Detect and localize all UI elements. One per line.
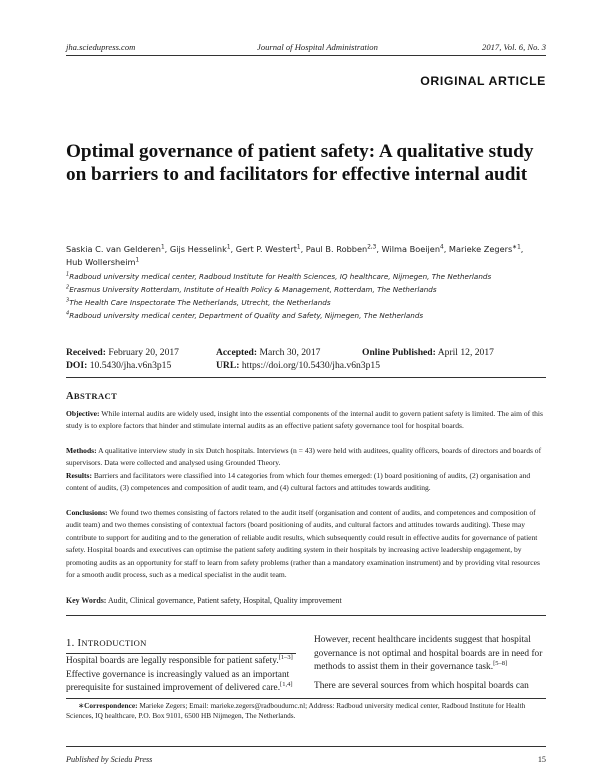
meta-rule	[66, 377, 546, 378]
abstract-heading: ABSTRACT	[66, 391, 118, 402]
section-rule	[66, 653, 296, 654]
publisher: Published by Sciedu Press	[66, 755, 153, 764]
affiliation: $^2$Erasmus University Rotterdam, Institute of Health Policy & Management, Rotterdam, The Netherlands	[66, 284, 437, 294]
abstract-methods: Methods: A qualitative interview study in six Dutch hospitals. Interviews (n = 43) were held with auditees, quality officers, boards of directors and boards of supervisors. Data were collected and analysed using Grounded Theory.	[66, 446, 542, 468]
section-heading-introduction: 1. INTRODUCTION	[66, 638, 147, 649]
abstract-objective: Objective: While internal audits are widely used, insight into the essential components of the internal audit to govern patient safety is limited. The aim of this study is to explore factors that hinder and stimulate internal audits as an effective patient safety governance tool for hospital boards.	[66, 409, 543, 431]
doi: DOI: 10.5430/jha.v6n3p15	[66, 360, 172, 371]
journal-website: jha.sciedupress.com	[66, 42, 136, 52]
volume-info: 2017, Vol. 6, No. 3	[482, 42, 546, 52]
received-date: Received: February 20, 2017	[66, 347, 179, 358]
journal-name: Journal of Hospital Administration	[257, 42, 378, 52]
footer-rule	[66, 746, 546, 747]
affiliation: $^3$The Health Care Inspectorate The Netherlands, Utrecht, the Netherlands	[66, 297, 331, 307]
footnote-rule	[66, 698, 546, 699]
affiliation: $^1$Radboud university medical center, Radboud Institute for Health Sciences, IQ healthcare, Nijmegen, The Netherlands	[66, 271, 492, 281]
keywords: Key Words: Audit, Clinical governance, Patient safety, Hospital, Quality improvement	[66, 596, 342, 605]
paper-title: Optimal governance of patient safety: A qualitative study on barriers to and facilitators for effective internal audit	[66, 141, 534, 185]
correspondence-footnote: ∗Correspondence: Marieke Zegers; Email: marieke.zegers@radboudumc.nl; Address: Radboud university medical center, Radboud Institute for Health Sciences, IQ healthcare, P.O. Box 9101, 6500 HB Nijmegen, The Netherlands.	[66, 701, 526, 720]
header-rule	[66, 55, 546, 56]
keywords-rule	[66, 615, 546, 616]
abstract-conclusions: Conclusions: We found two themes consisting of factors related to the audit itself (organisation and content of audits, and competences and composition of audit team) and two themes consisting of contextual factors (board positioning of audits, and cultural factors and attitudes towards auditing). These may contribute to support for auditing and to the generation of reliable audit results, which subsequently could result in effective audits for governance of patient safety. Hospital boards and executives can optimise the patient safety auditing system in their hospitals by increasing active leadership engagement, by promoting audits as an opportunity for staff to learn from safety problems (rather than a mandatory examination instrument) and by providing vital resources for a smooth audit process, such as a medical specialist in the audit team.	[66, 508, 540, 580]
abstract-results: Results: Barriers and facilitators were classified into 14 categories from which four themes emerged: (1) board positioning of audits, (2) organisation and content of audits, (3) competences and composition of audit team, and (4) cultural factors and attitudes towards auditing.	[66, 471, 531, 493]
intro-left-column: Hospital boards are legally responsible for patient safety.[1–3] Effective governance is increasingly valued as an important prerequisite for sustained improvement of delivered care.[1,4]	[66, 653, 293, 694]
intro-right-column: However, recent healthcare incidents suggest that hospital governance is not optimal and hospital boards are in need for methods to assist them in their governance task.[5–8] There are several sources from which hospital boards can	[314, 634, 546, 693]
article-url[interactable]: URL: https://doi.org/10.5430/jha.v6n3p15	[216, 360, 380, 371]
page-number: 15	[537, 755, 546, 764]
published-date: Online Published: April 12, 2017	[362, 347, 494, 358]
intro-right-p2: There are several sources from which hospital boards can	[314, 680, 529, 691]
author-list: Saskia C. van Gelderen$^1$, Gijs Hesselink$^1$, Gert P. Westert$^1$, Paul B. Robben$^{2,3}$, Wilma Boeijen$^4$, Marieke Zegers$^{∗1}$, Hub Wollersheim$^1$	[66, 244, 524, 267]
affiliation: $^4$Radboud university medical center, Department of Quality and Safety, Nijmegen, The Netherlands	[66, 310, 424, 320]
article-type: ORIGINAL ARTICLE	[420, 74, 546, 88]
accepted-date: Accepted: March 30, 2017	[216, 347, 321, 358]
